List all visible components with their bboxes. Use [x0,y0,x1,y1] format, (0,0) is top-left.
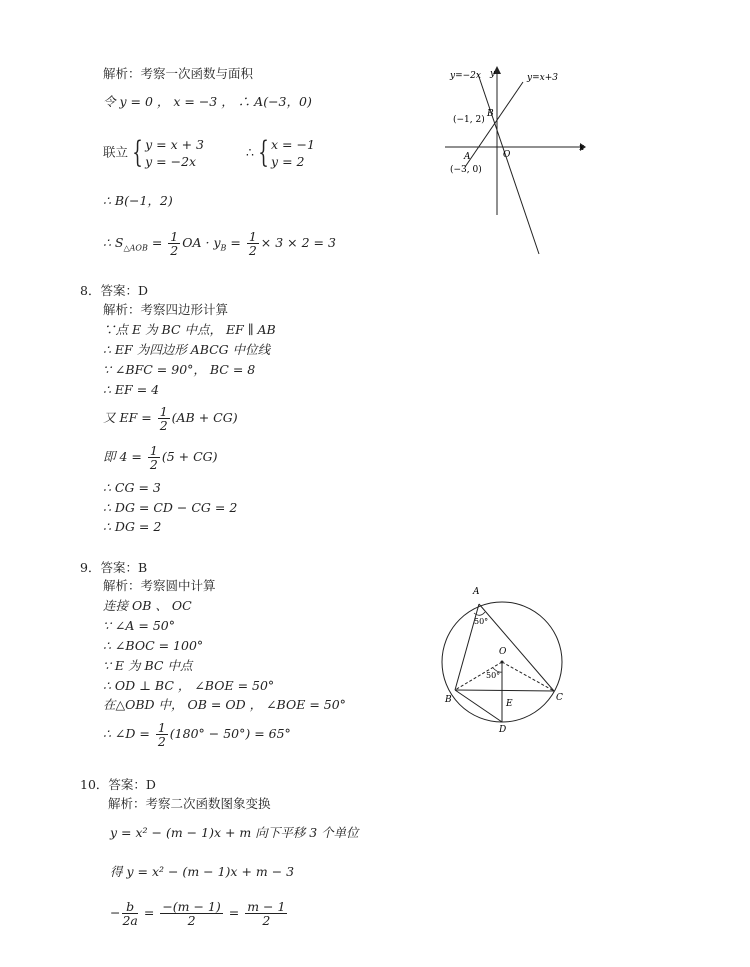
q9-line-4: ∵ E 为 BC 中点 [103,658,193,673]
label-y-axis: y [490,69,496,79]
label-b: B [487,109,494,119]
linear-function-graph [440,62,590,257]
sys1-a: y = x + 3 [145,137,205,152]
q7-point-b: ∴ B(−1，2) [103,193,173,208]
segment-bc [455,690,554,691]
therefore-sign: ∴ [245,144,254,160]
center-point [501,661,504,664]
label-e: E [506,699,513,709]
area-rhs: × 3 × 2 = 3 [260,235,336,250]
label-b-coord: (−1, 2) [453,115,485,125]
label-d: D [499,725,507,735]
q8-answer: 8．答案：D [80,283,148,298]
label-y-neg-2x: y=−2x [450,71,481,81]
label-a: A [473,587,480,597]
q10-line-1: y = x² − (m − 1)x + m 向下平移 3 个单位 [110,825,359,840]
q7-area [103,228,336,264]
q8-line-1: ∵点 E 为 BC 中点， EF ∥ AB [103,322,276,337]
q10-analysis: 解析：考察二次函数图象变换 [108,796,271,811]
q9-analysis: 解析：考察圆中计算 [103,578,216,593]
area-lhs: ∴ S [103,235,124,250]
q10-line-2: 得 y = x² − (m − 1)x + m − 3 [110,864,295,879]
left-brace-icon: { [132,135,143,170]
q9-line-5: ∴ OD ⊥ BC ， ∠BOE = 50° [103,678,275,693]
q9-answer: 9．答案：B [80,560,148,575]
sys2-b: y = 2 [271,154,305,169]
line-y-neg-2x [478,74,539,254]
q10-answer: 10．答案：D [80,777,156,792]
fraction-half: $\frac{1}{2}$ [248,229,257,258]
q8-line-9: ∴ DG = 2 [103,519,162,534]
q10-line-3: − $\frac{b}{2a}$ = $\frac{-(m - 1)}{2}$ = $\frac{m - 1}{2}$ [110,899,286,928]
q8-line-5: 又 EF = $\frac{1}{2}$ (AB + CG) [103,404,238,433]
circle-geometry-figure [435,580,575,735]
fraction-half: $\frac{1}{2}$ [159,404,168,433]
angle-o-label: 50° [486,671,501,680]
area-mid: OA · y [182,235,221,250]
q8-line-8: ∴ DG = CD − CG = 2 [103,500,238,515]
q8-analysis: 解析：考察四边形计算 [103,302,229,317]
q9-line-3: ∴ ∠BOC = 100° [103,638,204,653]
label-o: O [503,150,511,160]
fraction-half: $\frac{1}{2}$ [170,229,179,258]
label-o: O [499,647,507,657]
left-brace-icon: { [258,135,269,170]
q9-line-2: ∵ ∠A = 50° [103,618,176,633]
q8-line-2: ∴ EF 为四边形 ABCG 中位线 [103,342,271,357]
sys2-a: x = −1 [271,137,315,152]
angle-a-label: 50° [474,617,489,626]
q8-line-7: ∴ CG = 3 [103,480,161,495]
label-a: A [464,152,471,162]
system-1 [145,136,204,170]
segment-oc [502,662,554,691]
lianli-label: 联立 [103,144,129,160]
fraction-half: $\frac{1}{2}$ [157,720,166,749]
fraction-half: $\frac{1}{2}$ [149,443,158,472]
fraction-neg-m-minus-1: $\frac{-(m - 1)}{2}$ [162,899,221,928]
eq: = [147,235,167,250]
q8-line-6: 即 4 = $\frac{1}{2}$ (5 + CG) [103,443,218,472]
q7-set-y: 令 y = 0 ， x = −3 ， ∴ A(−3，0) [103,94,312,109]
area-sub: △AOB [123,243,148,253]
q8-line-3: ∵ ∠BFC = 90°， BC = 8 [103,362,256,377]
label-b: B [445,695,452,705]
system-2 [271,136,315,170]
fraction-b-2a: $\frac{b}{2a}$ [122,899,138,928]
q7-system [103,136,315,170]
q9-line-1: 连接 OB 、 OC [103,598,192,613]
q7-analysis: 解析：考察一次函数与面积 [103,66,254,81]
label-c: C [556,693,563,703]
eq: = [226,235,245,250]
fraction-m-minus-1: $\frac{m - 1}{2}$ [247,899,286,928]
sys1-b: y = −2x [145,154,197,169]
label-a-coord: (−3, 0) [450,165,482,175]
q9-line-7: ∴ ∠D = $\frac{1}{2}$ (180° − 50°) = 65° [103,720,291,749]
q8-line-4: ∴ EF = 4 [103,382,160,397]
label-x-axis: x [579,143,585,153]
q9-line-6: 在△OBD 中， OB = OD ， ∠BOE = 50° [103,697,346,712]
area-mid-sub: B [220,243,227,253]
label-y-x-plus-3: y=x+3 [527,73,558,83]
